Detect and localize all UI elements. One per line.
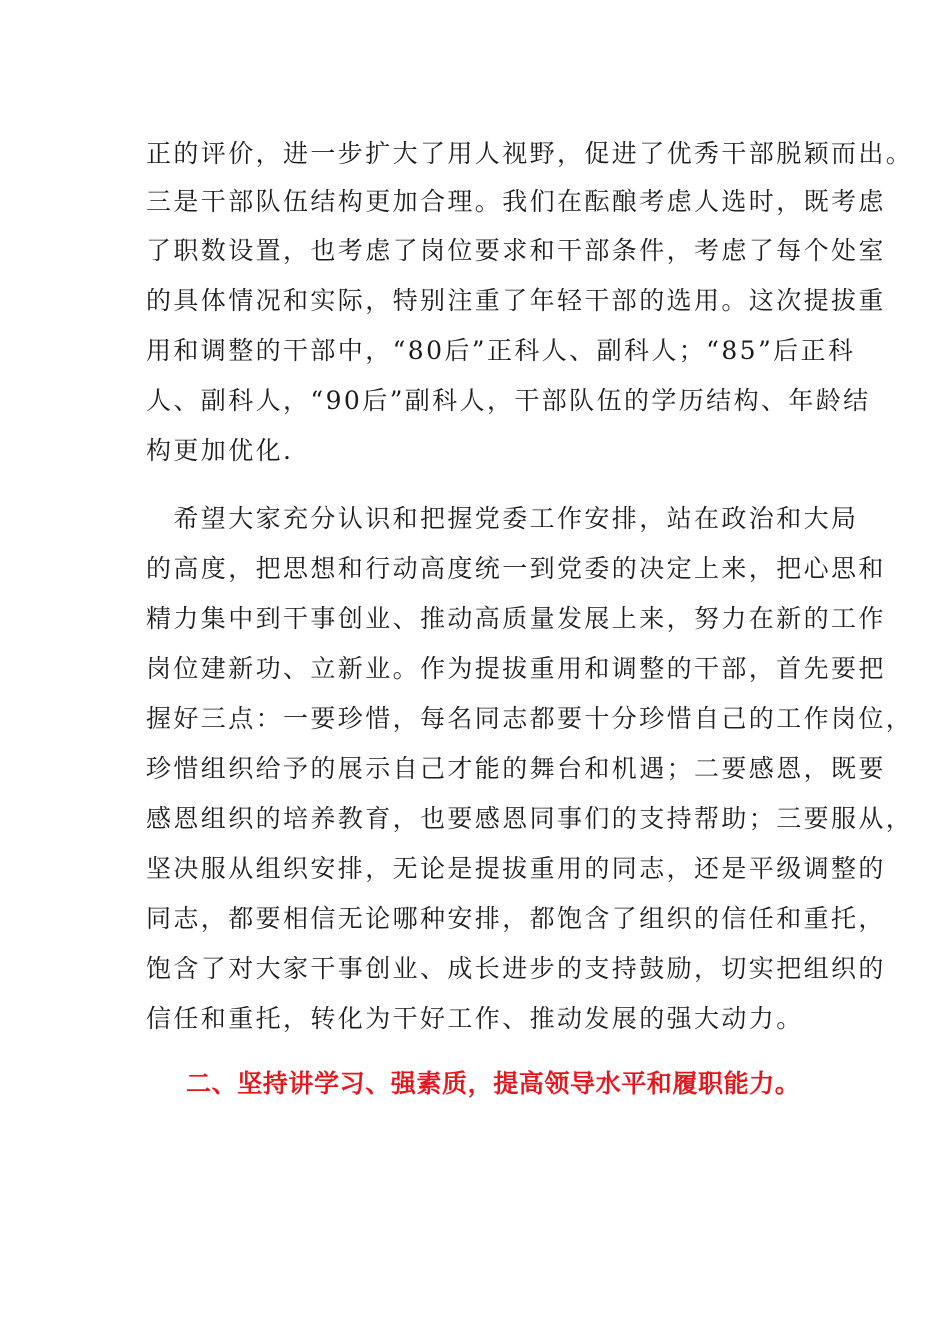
paragraph-line: 的具体情况和实际，特别注重了年轻干部的选用。这次提拔重	[146, 286, 886, 315]
paragraph-line: 人、副科人，“90后”副科人，干部队伍的学历结构、年龄结	[146, 386, 871, 415]
paragraph-line: 坚决服从组织安排，无论是提拔重用的同志，还是平级调整的	[146, 854, 886, 883]
paragraph-line: 同志，都要相信无论哪种安排，都饱含了组织的信任和重托，	[146, 904, 886, 933]
section-heading: 二、坚持讲学习、强素质，提高领导水平和履职能力。	[186, 1069, 801, 1098]
paragraph-line: 感恩组织的培养教育，也要感恩同事们的支持帮助；三要服从，	[146, 804, 914, 833]
paragraph-line: 构更加优化.	[146, 436, 294, 465]
paragraph-line: 希望大家充分认识和把握党委工作安排，站在政治和大局	[146, 504, 859, 533]
paragraph-line: 的高度，把思想和行动高度统一到党委的决定上来，把心思和	[146, 554, 886, 583]
paragraph-line: 岗位建新功、立新业。作为提拔重用和调整的干部，首先要把	[146, 654, 886, 683]
paragraph-line: 精力集中到干事创业、推动高质量发展上来，努力在新的工作	[146, 604, 886, 633]
paragraph-line: 握好三点：一要珍惜，每名同志都要十分珍惜自己的工作岗位，	[146, 704, 914, 733]
paragraph-line: 正的评价，进一步扩大了用人视野，促进了优秀干部脱颖而出。	[146, 139, 914, 168]
paragraph-line: 饱含了对大家干事创业、成长进步的支持鼓励，切实把组织的	[146, 954, 886, 983]
paragraph-line: 信任和重托，转化为干好工作、推动发展的强大动力。	[146, 1004, 804, 1033]
paragraph-line: 珍惜组织给予的展示自己才能的舞台和机遇；二要感恩，既要	[146, 754, 886, 783]
paragraph-line: 用和调整的干部中，“80后”正科人、副科人；“85”后正科	[146, 336, 856, 365]
paragraph-line: 三是干部队伍结构更加合理。我们在酝酿考虑人选时，既考虑	[146, 187, 886, 216]
paragraph-line: 了职数设置，也考虑了岗位要求和干部条件，考虑了每个处室	[146, 236, 886, 265]
